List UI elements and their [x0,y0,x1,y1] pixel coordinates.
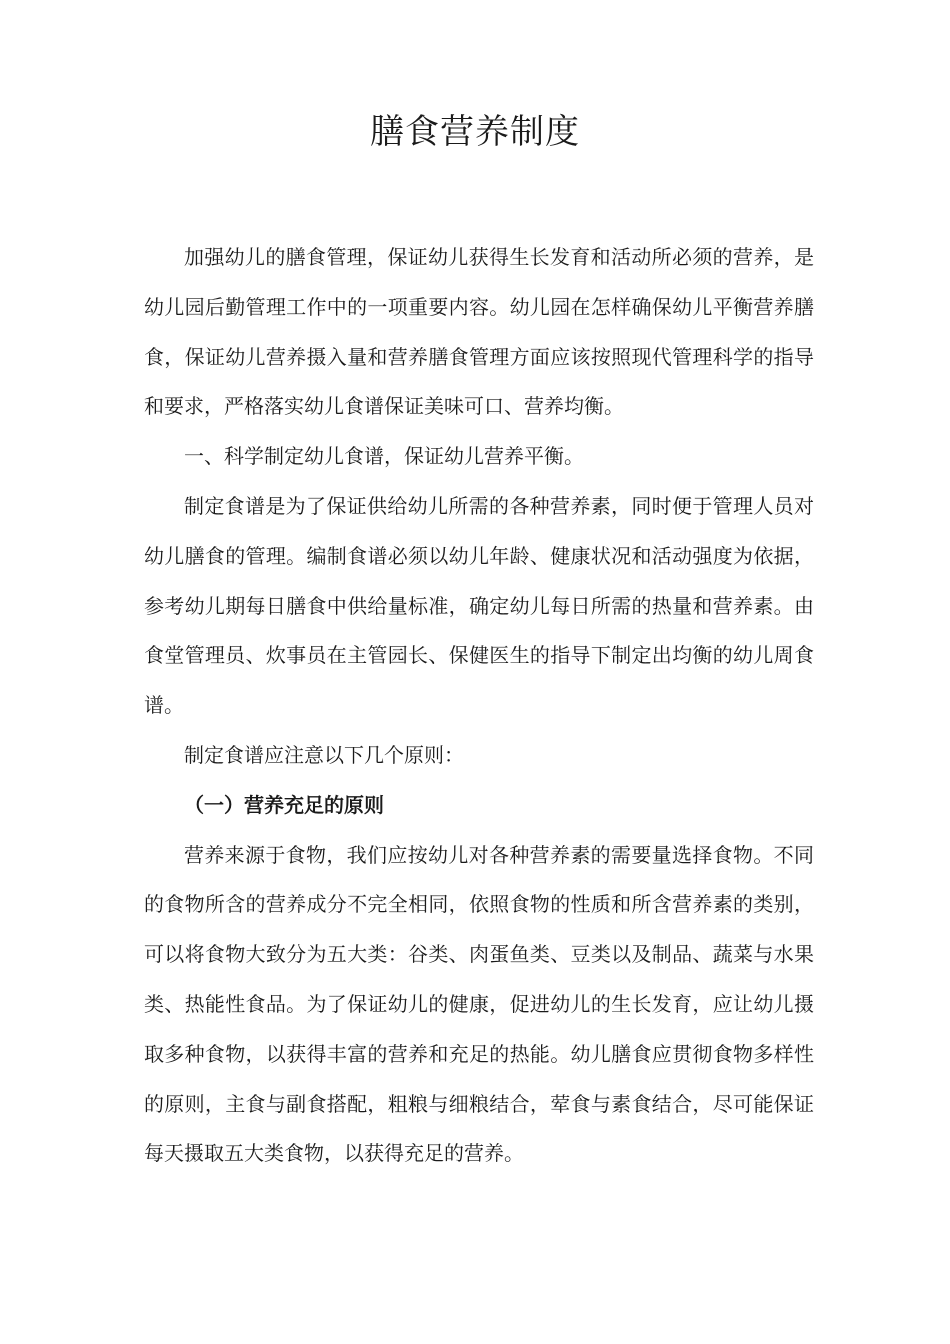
document-title: 膳食营养制度 [370,112,580,152]
section-heading-1: 一、科学制定幼儿食谱，保证幼儿营养平衡。 [184,444,584,469]
subheading-nutrition-principle: （一）营养充足的原则 [184,792,384,817]
paragraph-nutrition-principle: 营养来源于食物，我们应按幼儿对各种营养素的需要量选择食物。不同的食物所含的营养成分不完全相同，依照食物的性质和所含营养素的类别，可以将食物大致分为五大类：谷类、肉蛋鱼类、豆类以及制品、蔬菜与水果类、热能性食品。为了保证幼儿的健康，促进幼儿的生长发育，应让幼儿摄取多种食物，以获得丰富的营养和充足的热能。幼儿膳食应贯彻食物多样性的原则，主食与副食搭配，粗粮与细粮结合，荤食与素食结合，尽可能保证每天摄取五大类食物，以获得充足的营养。 [144,842,814,1166]
document-body [144,233,814,1179]
paragraph-principles-intro: 制定食谱应注意以下几个原则： [184,742,464,767]
paragraph-intro: 加强幼儿的膳食管理，保证幼儿获得生长发育和活动所必须的营养，是幼儿园后勤管理工作中的一项重要内容。幼儿园在怎样确保幼儿平衡营养膳食，保证幼儿营养摄入量和营养膳食管理方面应该按照现代管理科学的指导和要求，严格落实幼儿食谱保证美味可口、营养均衡。 [144,245,814,419]
paragraph-recipe-purpose: 制定食谱是为了保证供给幼儿所需的各种营养素，同时便于管理人员对幼儿膳食的管理。编制食谱必须以幼儿年龄、健康状况和活动强度为依据，参考幼儿期每日膳食中供给量标准，确定幼儿每日所需的热量和营养素。由食堂管理员、炊事员在主管园长、保健医生的指导下制定出均衡的幼儿周食谱。 [144,493,814,718]
